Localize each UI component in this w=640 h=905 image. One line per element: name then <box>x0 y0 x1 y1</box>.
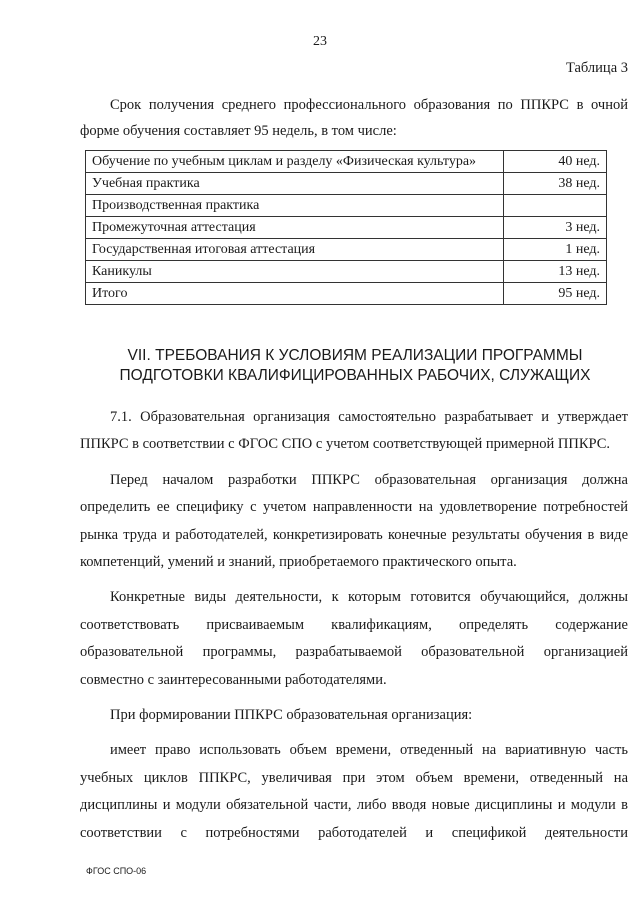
table-row <box>86 151 607 173</box>
section-heading-line2: ПОДГОТОВКИ КВАЛИФИЦИРОВАННЫХ РАБОЧИХ, СЛУЖАЩИХ <box>119 367 591 384</box>
table-row <box>86 217 607 239</box>
paragraph-7-1: 7.1. Образовательная организация самостоятельно разрабатывает и утверждает ППКРС в соответствии с ФГОС СПО с учетом соответствующей примерной ППКРС. <box>80 409 628 453</box>
table-row <box>86 261 607 283</box>
paragraph-activities: Конкретные виды деятельности, к которым готовится обучающийся, должны соответствовать присваиваемым квалификациям, определять содержание образовательной программы, разрабатываемой образовательной организацией совместно с заинтересованными работодателями. <box>80 589 628 688</box>
page-number: 23 <box>313 34 327 49</box>
row-label: Обучение по учебным циклам и разделу «Физическая культура» <box>86 151 504 173</box>
row-label: Промежуточная аттестация <box>86 217 504 239</box>
intro-paragraph: Срок получения среднего профессионального образования по ППКРС в очной форме обучения составляет 95 недель, в том числе: <box>80 97 628 139</box>
table-row <box>86 239 607 261</box>
footer-standard-code: ФГОС СПО-06 <box>86 866 147 876</box>
row-value: 38 нед. <box>504 173 607 195</box>
row-label: Итого <box>86 283 504 305</box>
paragraph-rights: имеет право использовать объем времени, отведенный на вариативную часть учебных циклов ППКРС, увеличивая при этом объем времени, отведенный на дисциплины и модули обязательной части, либо вводя новые дисциплины и модули в соответствии с потребностями работодателей и спецификой деятельности <box>80 742 628 841</box>
row-value: 1 нед. <box>504 239 607 261</box>
row-value: 40 нед. <box>504 151 607 173</box>
row-label: Учебная практика <box>86 173 504 195</box>
row-value <box>504 195 607 217</box>
paragraph-specifics: Перед началом разработки ППКРС образовательная организация должна определить ее специфику с учетом направленности на удовлетворение потребностей рынка труда и работодателей, конкретизировать конечные результаты обучения в виде компетенций, умений и знаний, приобретаемого практического опыта. <box>80 471 628 571</box>
row-value: 3 нед. <box>504 217 607 239</box>
table-row <box>86 173 607 195</box>
body-text <box>80 404 628 847</box>
table-row <box>86 195 607 217</box>
table-label: Таблица 3 <box>565 60 628 76</box>
paragraph-forming: При формировании ППКРС образовательная организация: <box>110 707 473 724</box>
row-label: Производственная практика <box>86 195 504 217</box>
table-row <box>86 283 607 305</box>
section-heading-line1: VII. ТРЕБОВАНИЯ К УСЛОВИЯМ РЕАЛИЗАЦИИ ПРОГРАММЫ <box>127 347 583 364</box>
section-heading <box>80 346 630 386</box>
row-label: Государственная итоговая аттестация <box>86 239 504 261</box>
row-label: Каникулы <box>86 261 504 283</box>
row-value: 13 нед. <box>504 261 607 283</box>
row-value: 95 нед. <box>504 283 607 305</box>
study-term-table <box>85 150 607 305</box>
